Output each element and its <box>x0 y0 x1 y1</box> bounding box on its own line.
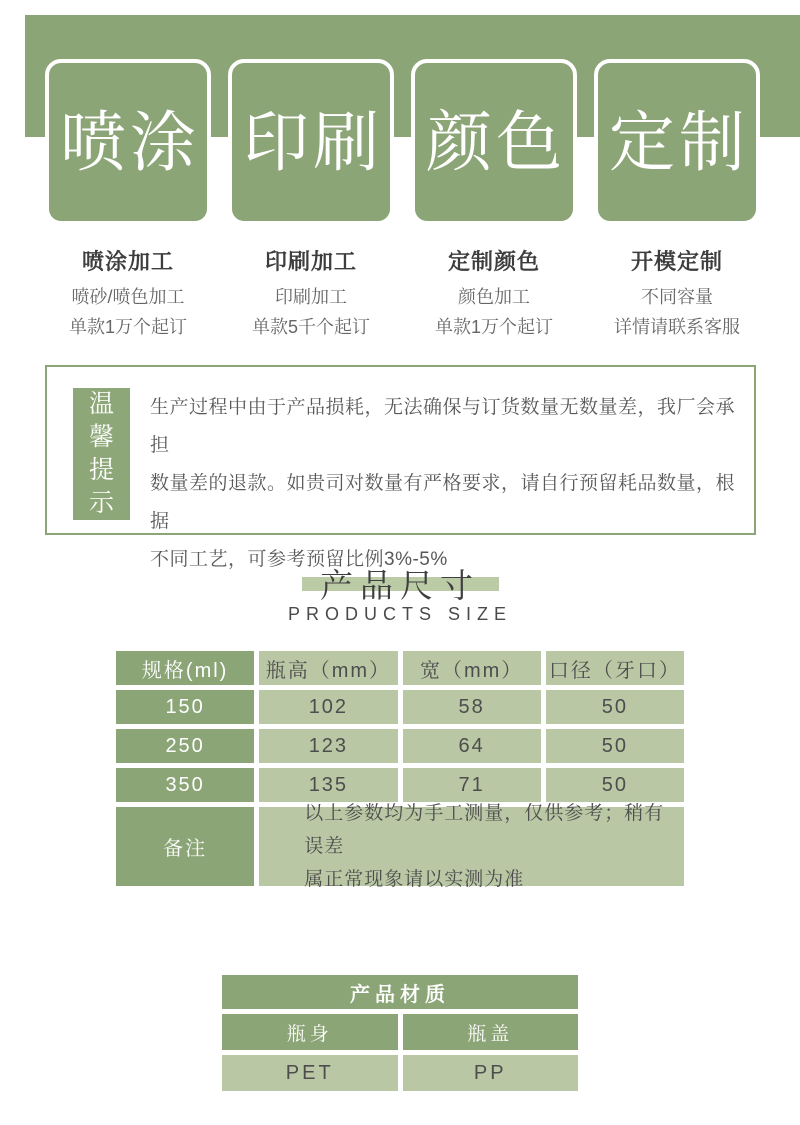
notice-side-label <box>73 388 130 520</box>
size-table <box>116 651 684 890</box>
feature-tile-label: 印刷 <box>243 105 383 179</box>
notice-side-char: 馨 <box>88 423 114 451</box>
size-table-remark-line: 以上参数均为手工测量，仅供参考；稍有误差 <box>304 803 665 857</box>
size-table-cell: 50 <box>546 768 684 802</box>
size-table-header-height: 瓶高（mm） <box>259 651 397 685</box>
size-table-header-diameter: 口径（牙口） <box>546 651 684 685</box>
material-val-cap: PP <box>403 1055 579 1091</box>
feature-desc-line: 喷砂/喷色加工 <box>71 287 185 307</box>
size-table-header-width: 宽（mm） <box>403 651 541 685</box>
size-section-title-en: PRODUCTS SIZE <box>287 604 512 624</box>
feature-custom <box>594 59 760 342</box>
size-table-cell: 250 <box>116 729 254 763</box>
size-table-cell: 50 <box>546 690 684 724</box>
size-table-cell: 123 <box>259 729 397 763</box>
feature-tile-label: 喷涂 <box>60 105 200 179</box>
notice-text-line: 不同工艺，可参考预留比例3%-5% <box>150 549 448 570</box>
notice-text-line: 生产过程中由于产品损耗，无法确保与订货数量无数量差，我厂会承担 <box>150 397 736 456</box>
size-table-cell: 71 <box>403 768 541 802</box>
material-col-body: 瓶身 <box>222 1014 398 1050</box>
size-table-remark-line: 属正常现象请以实测为准 <box>304 869 525 890</box>
feature-title: 喷涂加工 <box>81 249 174 274</box>
material-table-title: 产品材质 <box>222 975 578 1009</box>
feature-desc-line: 不同容量 <box>641 287 713 307</box>
notice-side-char: 提 <box>88 456 114 484</box>
size-table-cell: 58 <box>403 690 541 724</box>
feature-tile <box>228 59 394 225</box>
size-table-cell: 350 <box>116 768 254 802</box>
feature-tiles-row <box>45 59 760 342</box>
feature-desc-line: 印刷加工 <box>275 287 347 307</box>
size-table-cell: 135 <box>259 768 397 802</box>
size-table-remark-text <box>259 803 684 890</box>
material-table <box>222 975 578 1091</box>
feature-tile-label: 定制 <box>609 105 749 179</box>
feature-spray <box>45 59 211 342</box>
material-val-body: PET <box>222 1055 398 1091</box>
feature-tile <box>411 59 577 225</box>
notice-text <box>150 389 745 579</box>
size-table-cell: 150 <box>116 690 254 724</box>
size-table-remark-label: 备注 <box>116 807 254 886</box>
feature-tile-label: 颜色 <box>426 105 566 179</box>
notice-box <box>45 365 756 570</box>
notice-text-line: 数量差的退款。如贵司对数量有严格要求，请自行预留耗品数量，根据 <box>150 473 736 532</box>
notice-side-char: 示 <box>88 489 114 517</box>
feature-tile <box>594 59 760 225</box>
feature-desc-line: 详情请联系客服 <box>614 317 740 337</box>
feature-tile <box>45 59 211 225</box>
feature-print <box>228 59 394 342</box>
size-table-cell: 102 <box>259 690 397 724</box>
feature-title: 开模定制 <box>630 249 723 274</box>
feature-color <box>411 59 577 342</box>
feature-desc-line: 单款5千个起订 <box>251 317 370 337</box>
size-table-header-spec: 规格(ml) <box>116 651 254 685</box>
feature-desc-line: 单款1万个起订 <box>434 317 553 337</box>
size-table-cell: 64 <box>403 729 541 763</box>
size-table-cell: 50 <box>546 729 684 763</box>
feature-desc-line: 单款1万个起订 <box>68 317 187 337</box>
feature-desc-line: 颜色加工 <box>458 287 530 307</box>
feature-title: 印刷加工 <box>264 249 357 274</box>
notice-side-char: 温 <box>88 390 114 418</box>
material-col-cap: 瓶盖 <box>403 1014 579 1050</box>
feature-title: 定制颜色 <box>447 249 540 274</box>
size-section-title-cn: 产品尺寸 <box>320 567 480 604</box>
